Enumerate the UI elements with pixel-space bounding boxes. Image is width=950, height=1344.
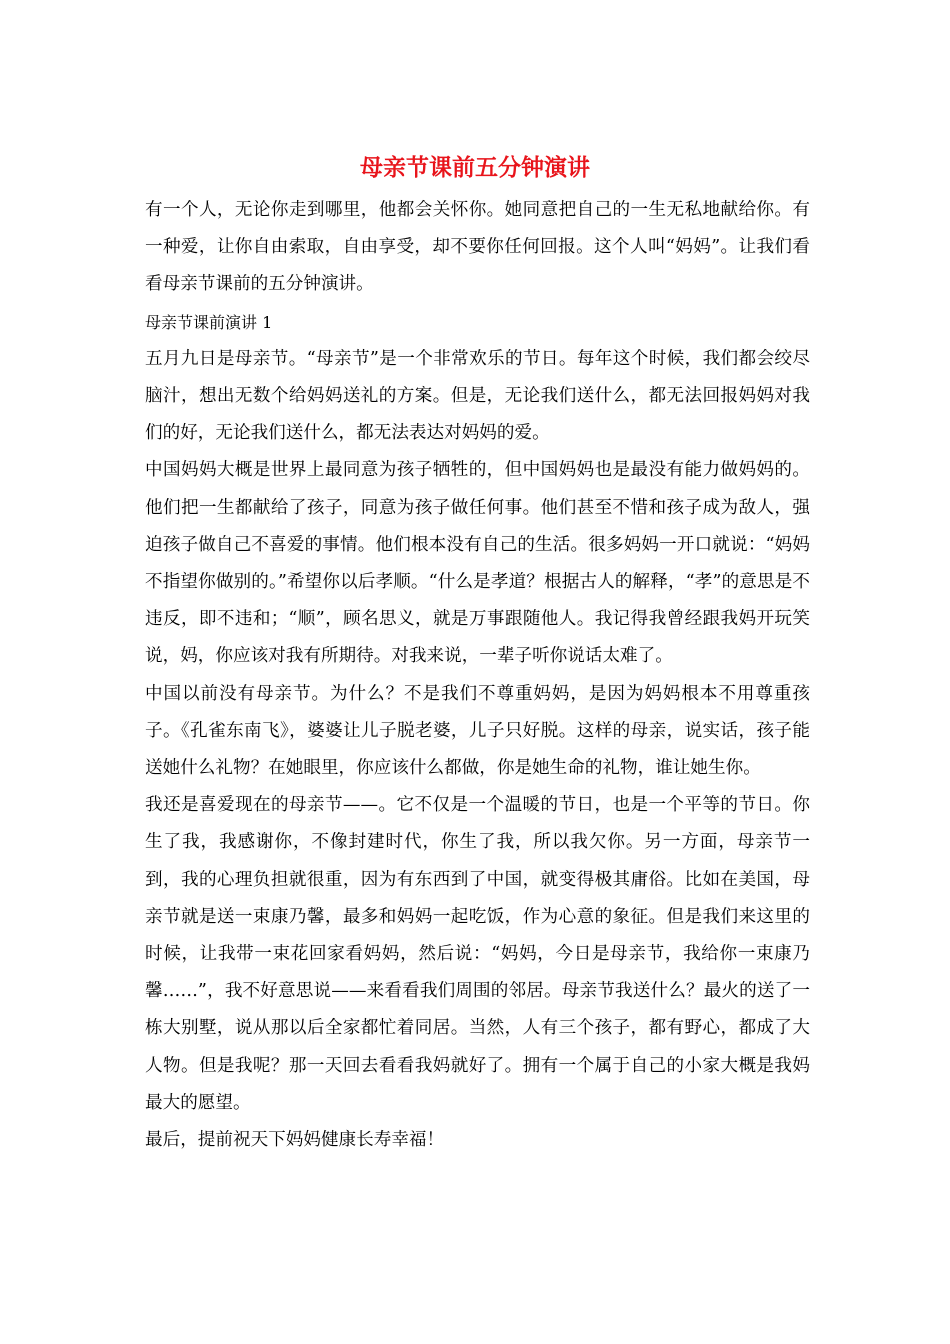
body-paragraph-3: 中国以前没有母亲节。为什么？不是我们不尊重妈妈，是因为妈妈根本不用尊重孩子。《孔雀东南飞》，婆婆让儿子脱老婆，儿子只好脱。这样的母亲，说实话，孩子能送她什么礼物？在她眼里，你应该什么都做，你是她生命的礼物，谁让她生你。 xyxy=(145,683,810,779)
document-title: 母亲节课前五分钟演讲 xyxy=(360,154,590,181)
body-paragraph-1: 五月九日是母亲节。“母亲节”是一个非常欢乐的节日。每年这个时候，我们都会绞尽脑汁，想出无数个给妈妈送礼的方案。但是，无论我们送什么，都无法回报妈妈对我们的好，无论我们送什么，都无法表达对妈妈的爱。 xyxy=(145,348,810,444)
section-heading: 母亲节课前演讲 1 xyxy=(145,312,273,332)
closing-paragraph: 最后，提前祝天下妈妈健康长寿幸福！ xyxy=(145,1130,445,1151)
body-paragraph-4: 我还是喜爱现在的母亲节——。它不仅是一个温暖的节日，也是一个平等的节日。你生了我，我感谢你，不像封建时代，你生了我，所以我欠你。另一方面，母亲节一到，我的心理负担就很重，因为有东西到了中国，就变得极其庸俗。比如在美国，母亲节就是送一束康乃馨，最多和妈妈一起吃饭，作为心意的象征。但是我们来这里的时候，让我带一束花回家看妈妈，然后说：“妈妈，今日是母亲节，我给你一束康乃馨……”，我不好意思说——来看看我们周围的邻居。母亲节我送什么？最火的送了一栋大别墅，说从那以后全家都忙着同居。当然，人有三个孩子，都有野心，都成了大人物。但是我呢？那一天回去看看我妈就好了。拥有一个属于自己的小家大概是我妈最大的愿望。 xyxy=(145,795,810,1113)
body-paragraph-2: 中国妈妈大概是世界上最同意为孩子牺牲的，但中国妈妈也是最没有能力做妈妈的。他们把一生都献给了孩子，同意为孩子做任何事。他们甚至不惜和孩子成为敌人，强迫孩子做自己不喜爱的事情。他们根本没有自己的生活。很多妈妈一开口就说：“妈妈不指望你做别的。”希望你以后孝顺。“什么是孝道？根据古人的解释，“孝”的意思是不违反，即不违和；“顺”，顾名思义，就是万事跟随他人。我记得我曾经跟我妈开玩笑说，妈，你应该对我有所期待。对我来说，一辈子听你说话太难了。 xyxy=(145,460,810,667)
document-body xyxy=(145,192,810,1159)
intro-paragraph: 有一个人，无论你走到哪里，他都会关怀你。她同意把自己的一生无私地献给你。有一种爱，让你自由索取，自由享受，却不要你任何回报。这个人叫“妈妈”。让我们看看母亲节课前的五分钟演讲。 xyxy=(145,200,810,295)
